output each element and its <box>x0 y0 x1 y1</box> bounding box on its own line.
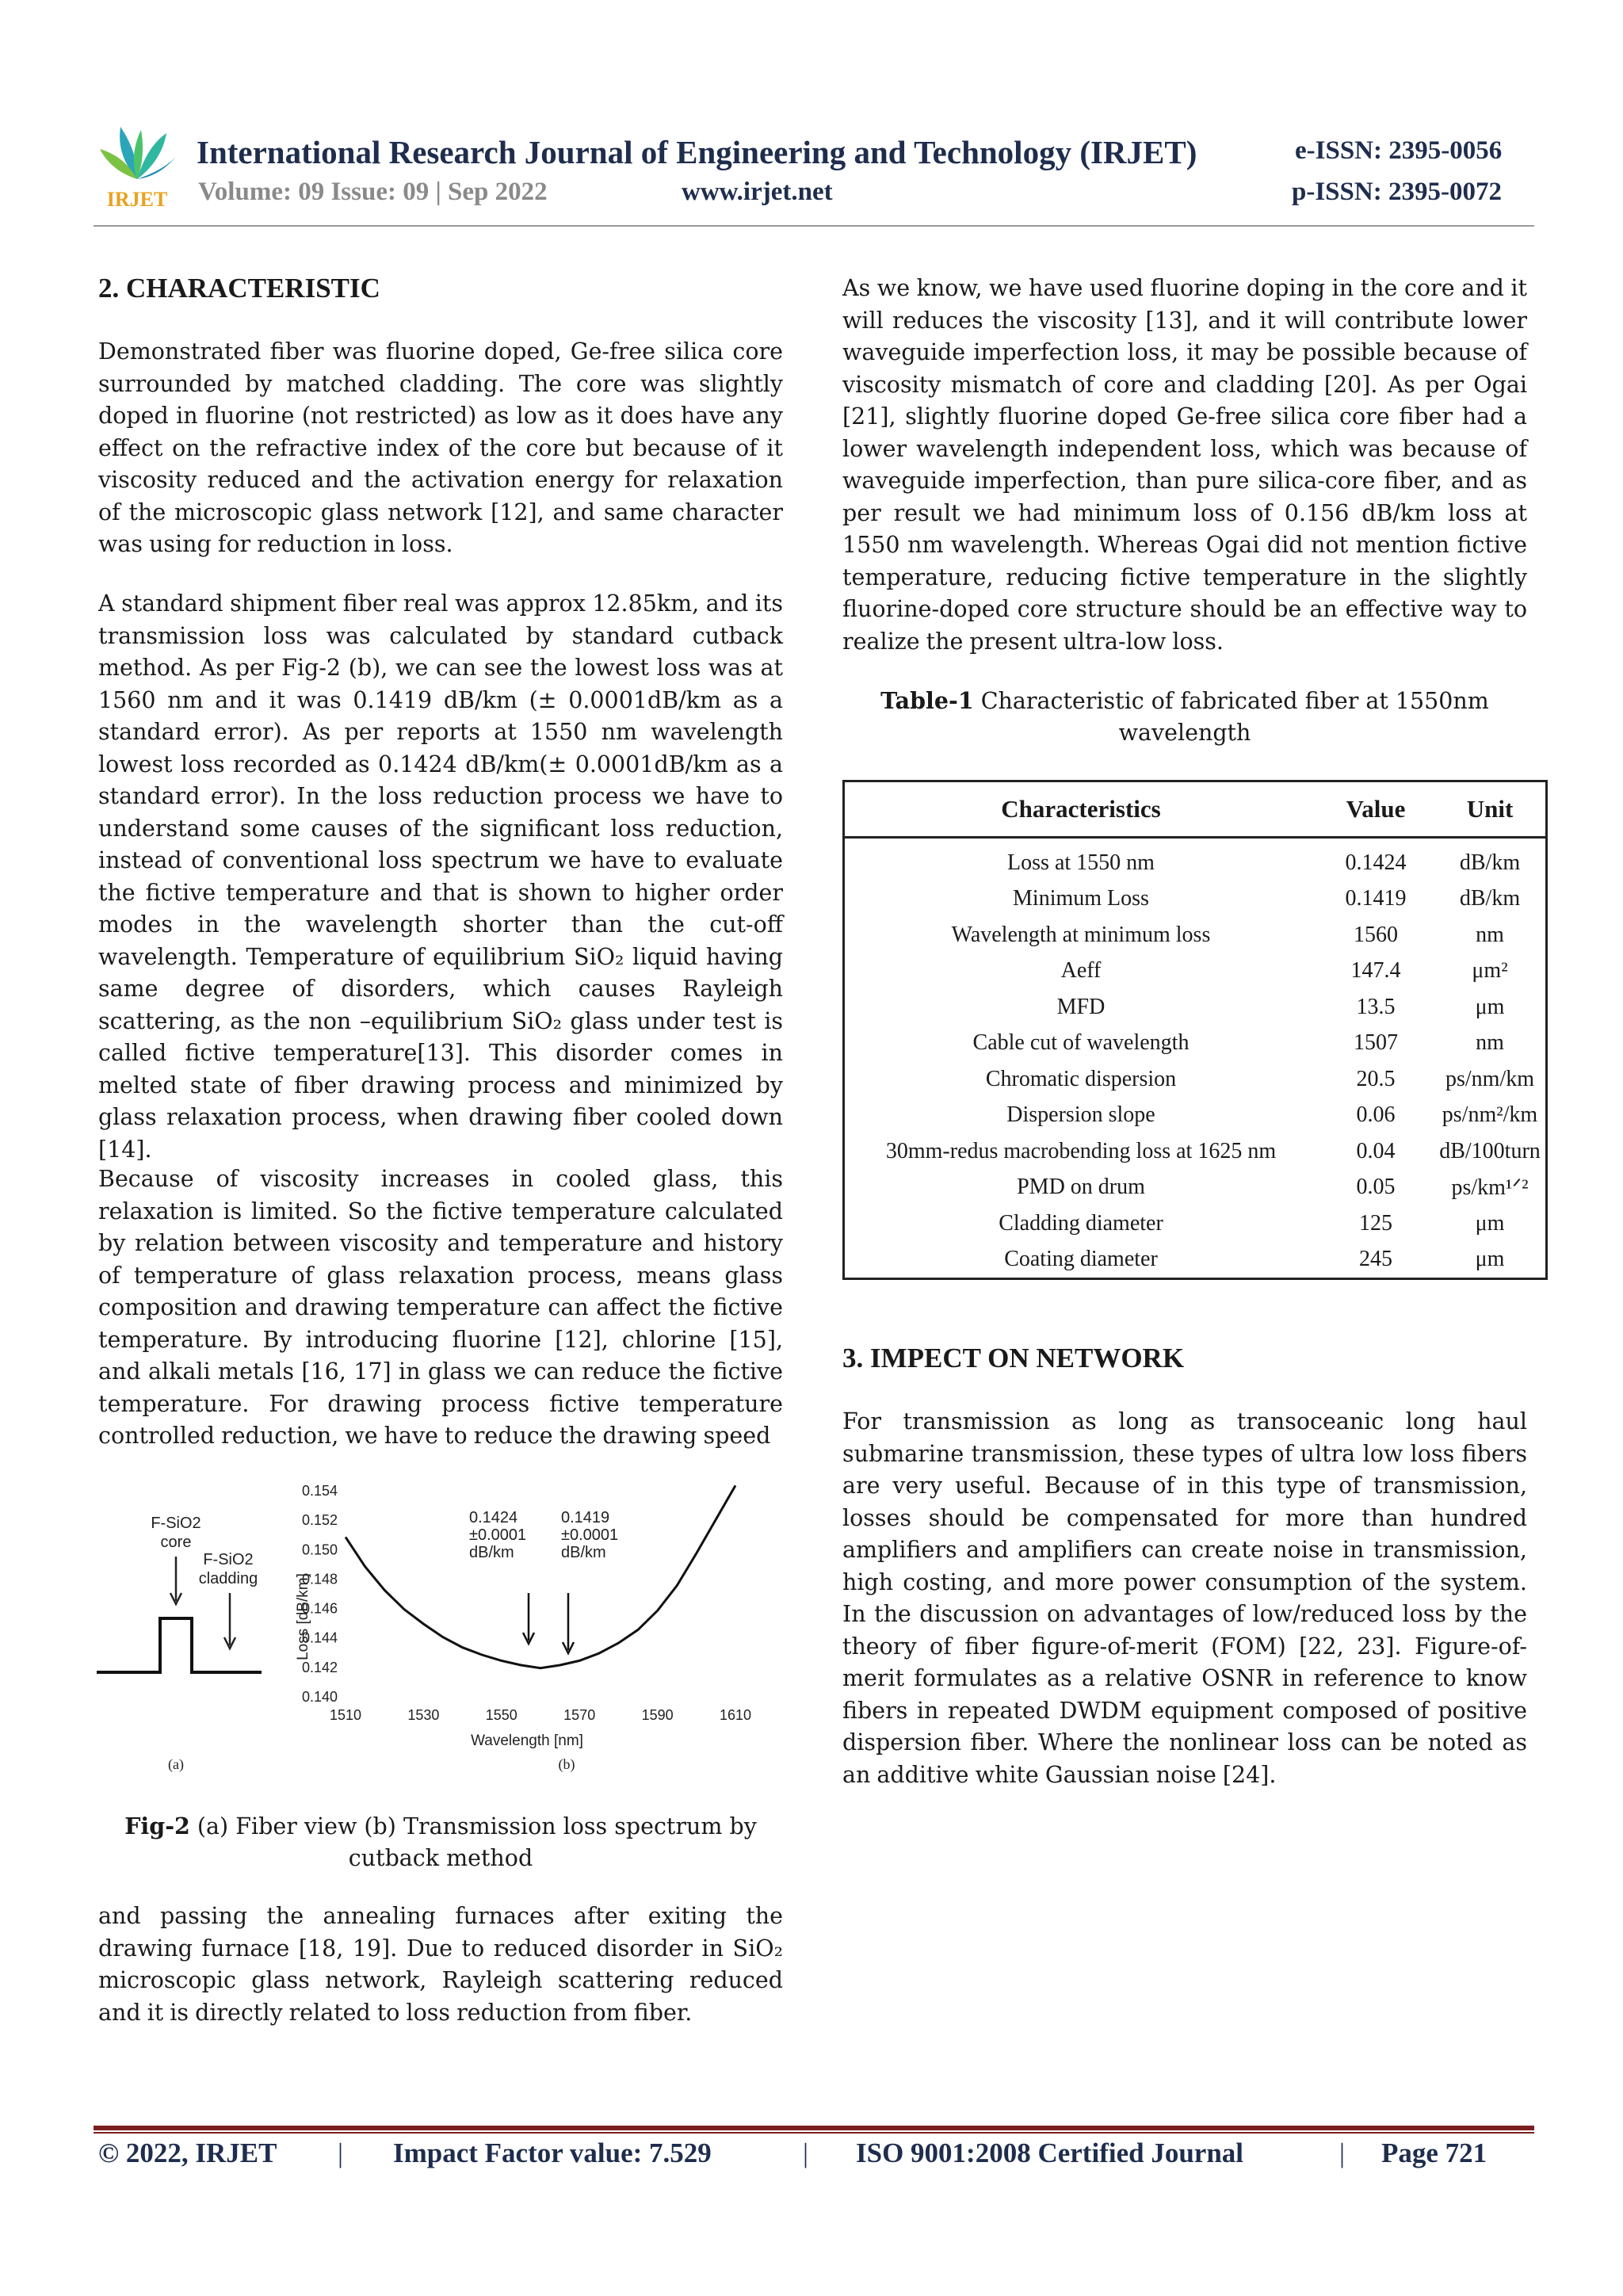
table-row <box>845 1205 1545 1242</box>
table-cell-value: 0.1419 <box>1345 886 1407 911</box>
table-header-value: Value <box>1317 782 1434 838</box>
x-tick-labels <box>330 1707 751 1723</box>
table-cell-unit: μm <box>1475 1247 1505 1272</box>
table-cell-value: 0.04 <box>1356 1138 1396 1163</box>
x-tick-label: 1550 <box>485 1707 517 1723</box>
header-divider <box>94 225 1534 227</box>
sub-label-a: (a) <box>168 1756 184 1772</box>
sub-label-b: (b) <box>558 1756 575 1772</box>
table-header-unit: Unit <box>1434 782 1545 838</box>
table-cell-characteristic: Loss at 1550 nm <box>1007 850 1155 875</box>
y-tick-label: 0.142 <box>301 1659 338 1675</box>
annotation-1419-error: ±0.0001 <box>561 1526 619 1544</box>
y-tick-label: 0.146 <box>301 1600 338 1617</box>
table-cell-unit: μm² <box>1472 958 1508 984</box>
table-cell-characteristic: Minimum Loss <box>1013 886 1149 911</box>
journal-title: International Research Journal of Engineering and Technology (IRJET) <box>197 134 1197 170</box>
x-tick-label: 1510 <box>329 1707 362 1723</box>
table-row <box>845 1242 1545 1278</box>
table-cell-characteristic: Cable cut of wavelength <box>972 1030 1190 1056</box>
journal-website: www.irjet.net <box>682 178 833 206</box>
table-cell-unit: dB/km <box>1459 850 1521 875</box>
table-row <box>845 1098 1545 1134</box>
y-tick-label: 0.154 <box>301 1483 338 1499</box>
label-core-2: core <box>160 1534 192 1551</box>
label-cladding-2: cladding <box>198 1570 258 1587</box>
figure-caption <box>98 1810 783 1874</box>
table-row <box>845 1133 1545 1170</box>
table-cell-value: 1507 <box>1354 1030 1398 1056</box>
p-issn: p-ISSN: 2395-0072 <box>1292 178 1502 206</box>
table-cell-unit: dB/100turn <box>1439 1138 1541 1163</box>
table-cell-value: 0.05 <box>1356 1175 1396 1200</box>
footer-iso: ISO 9001:2008 Certified Journal <box>856 2137 1244 2168</box>
figure-2 <box>94 1482 791 1791</box>
table-row <box>845 1170 1545 1206</box>
paragraph-characteristic-1: Demonstrated fiber was fluorine doped, Ge-free silica core surrounded by matched cladding. The core was slightly doped in fluorine (not restricted) as low as it does have any effect on the refractive index of the core but because of it viscosity reduced and the activation energy for relaxation of the microscopic glass network [12], and same character was using for reduction in loss. <box>98 338 783 557</box>
table-cell-unit: ps/nm/km <box>1445 1066 1534 1091</box>
label-core: F-SiO2 <box>151 1515 201 1532</box>
figure-caption-text: (a) Fiber view (b) Transmission loss spectrum by cutback method <box>189 1813 757 1871</box>
loss-curve <box>346 1485 735 1668</box>
table-row <box>845 1026 1545 1062</box>
table-row <box>845 953 1545 990</box>
table-cell-value: 13.5 <box>1356 994 1396 1019</box>
table-cell-characteristic: Cladding diameter <box>999 1210 1163 1236</box>
table-cell-value: 147.4 <box>1350 958 1401 984</box>
paragraph-characteristic-2: A standard shipment fiber real was approx 12.85km, and its transmission loss was calculated by standard cutback method. As per Fig-2 (b), we can see the lowest loss was at 1560 nm and it was 0.1419 dB/km (± 0.0001dB/km as a standard error). As per reports at 1550 nm wavelength lowest loss recorded as 0.1424 dB/km(± 0.0001dB/km as a standard error). In the loss reduction process we have to understand some causes of the significant loss reduction, instead of conventional loss spectrum we have to evaluate the fictive temperature and that is shown to higher order modes in the wavelength shorter than the cut-off wavelength. Temperature of equilibrium SiO₂ liquid having same degree of disorders, which causes Rayleigh scattering, as the non –equilibrium SiO₂ glass under test is called fictive temperature[13]. This disorder comes in melted state of fiber drawing process and minimized by glass relaxation process, when drawing fiber cooled down [14]. <box>98 590 783 1163</box>
y-tick-label: 0.144 <box>301 1629 338 1646</box>
table-cell-unit: μm <box>1475 994 1505 1019</box>
table-caption <box>842 685 1527 749</box>
section-heading-characteristic: 2. CHARACTERISTIC <box>98 273 380 304</box>
paragraph-characteristic-3: Because of viscosity increases in cooled glass, this relaxation is limited. So the fictive temperature calculated by relation between viscosity and temperature and history of temperature of glass relaxation process, means glass composition and drawing temperature can affect the fictive temperature. By introducing fluorine [12], chlorine [15], and alkali metals [16, 17] in glass we can reduce the fictive temperature. For drawing process fictive temperature controlled reduction, we have to reduce the drawing speed <box>98 1166 783 1449</box>
section-heading-impact: 3. IMPECT ON NETWORK <box>842 1343 1185 1373</box>
y-tick-label: 0.150 <box>301 1541 338 1558</box>
table-cell-value: 20.5 <box>1356 1066 1396 1091</box>
table-cell-characteristic: PMD on drum <box>1017 1175 1145 1200</box>
x-tick-label: 1530 <box>407 1707 440 1723</box>
y-axis-label: Loss [dB/km] <box>295 1573 311 1660</box>
footer-divider <box>94 2126 1534 2130</box>
table-cell-characteristic: 30mm-redus macrobending loss at 1625 nm <box>885 1138 1277 1163</box>
footer-impact-factor: Impact Factor value: 7.529 <box>393 2137 712 2168</box>
table-row <box>845 989 1545 1026</box>
table-cell-unit: μm <box>1475 1210 1505 1236</box>
annotation-1424-unit: dB/km <box>469 1544 514 1561</box>
table-cell-characteristic: Aeff <box>1060 958 1102 984</box>
annotation-1424 <box>469 1509 534 1644</box>
table-cell-unit: dB/km <box>1459 886 1521 911</box>
y-tick-label: 0.140 <box>301 1689 338 1705</box>
figure-caption-label: Fig-2 <box>124 1813 190 1839</box>
paragraph-right-1: As we know, we have used fluorine doping in the core and it will reduces the viscosity [13], and it will contribute lower waveguide imperfection loss, it may be possible because of viscosity mismatch of core and cladding [20]. As per Ogai [21], slightly fluorine doped Ge-free silica core fiber had a lower wavelength independent loss, which was because of waveguide imperfection, than pure silica-core fiber, and as per result we had minimum loss of 0.156 dB/km loss at 1550 nm wavelength. Whereas Ogai did not mention fictive temperature, reducing fictive temperature in the slightly fluorine-doped core structure should be an effective way to realize the present ultra-low loss. <box>842 275 1527 655</box>
irjet-logo <box>94 117 181 211</box>
index-profile <box>97 1618 262 1672</box>
logo-text: IRJET <box>106 188 168 211</box>
table-cell-value: 0.1424 <box>1345 850 1407 875</box>
table-row <box>845 881 1545 918</box>
table-cell-value: 245 <box>1359 1247 1392 1272</box>
annotation-1424-value: 0.1424 <box>469 1509 518 1526</box>
footer-page-number: Page 721 <box>1381 2137 1487 2168</box>
table-row <box>845 917 1545 953</box>
annotation-1419-unit: dB/km <box>561 1544 606 1561</box>
e-issn: e-ISSN: 2395-0056 <box>1295 136 1503 165</box>
table-row <box>845 1061 1545 1098</box>
table-cell-unit: nm <box>1476 922 1504 947</box>
label-cladding: F-SiO2 <box>203 1551 254 1568</box>
table-row <box>845 838 1545 881</box>
x-axis-label: Wavelength [nm] <box>471 1733 583 1749</box>
annotation-1424-error: ±0.0001 <box>469 1526 527 1544</box>
table-cell-unit: ps/km¹ᐟ² <box>1451 1175 1529 1201</box>
table-cell-characteristic: Wavelength at minimum loss <box>951 922 1211 947</box>
paragraph-characteristic-4: and passing the annealing furnaces after exiting the drawing furnace [18, 19]. Due to reduced disorder in SiO₂ microscopic glass network, Rayleigh scattering reduced and it is directly related to loss reduction from fiber. <box>98 1903 783 2026</box>
paragraph-right-2: For transmission as long as transoceanic long haul submarine transmission, these types of ultra low loss fibers are very useful. Because of in this type of transmission, losses should be compensated for more than hundred amplifiers and amplifiers can create noise in transmission, high costing, and more power consumption of the system. In the discussion on advantages of low/reduced loss by the theory of fiber figure-of-merit (FOM) [22, 23]. Figure-of-merit formulates as a relative OSNR in reference to know fibers in repeated DWDM equipment composed of positive dispersion fiber. Where the nonlinear loss can be noted as an additive white Gaussian noise [24]. <box>842 1408 1527 1788</box>
table-cell-characteristic: Coating diameter <box>1004 1247 1158 1272</box>
x-tick-label: 1590 <box>641 1707 674 1723</box>
characteristics-table <box>842 780 1548 1280</box>
table-header-row <box>845 782 1545 838</box>
logo-leaves <box>100 127 176 179</box>
table-caption-text: Characteristic of fabricated fiber at 1550nm wavelength <box>973 688 1489 746</box>
table-cell-characteristic: MFD <box>1056 994 1106 1019</box>
y-tick-label: 0.148 <box>301 1571 338 1587</box>
annotation-1419 <box>561 1509 618 1653</box>
table-caption-label: Table-1 <box>880 687 974 714</box>
footer-copyright: © 2022, IRJET <box>98 2137 277 2168</box>
loss-spectrum-chart <box>295 1483 751 1773</box>
annotation-1419-value: 0.1419 <box>561 1509 610 1526</box>
table-header-characteristics: Characteristics <box>845 782 1317 838</box>
footer-separator: | <box>803 2137 809 2168</box>
footer-separator: | <box>338 2137 344 2168</box>
table-cell-unit: nm <box>1476 1030 1504 1056</box>
footer-divider-thin <box>94 2132 1534 2134</box>
footer-separator: | <box>1339 2137 1346 2168</box>
table-cell-unit: ps/nm²/km <box>1442 1102 1538 1128</box>
x-tick-label: 1610 <box>719 1707 752 1723</box>
volume-issue: Volume: 09 Issue: 09 | Sep 2022 <box>198 178 548 206</box>
x-tick-label: 1570 <box>563 1707 596 1723</box>
table-cell-value: 1560 <box>1354 922 1398 947</box>
table-cell-characteristic: Chromatic dispersion <box>985 1066 1177 1091</box>
fiber-view-diagram <box>97 1515 262 1773</box>
table-cell-characteristic: Dispersion slope <box>1006 1102 1155 1128</box>
y-tick-label: 0.152 <box>301 1512 338 1529</box>
table-cell-value: 125 <box>1359 1210 1392 1236</box>
table-cell-value: 0.06 <box>1356 1102 1396 1128</box>
